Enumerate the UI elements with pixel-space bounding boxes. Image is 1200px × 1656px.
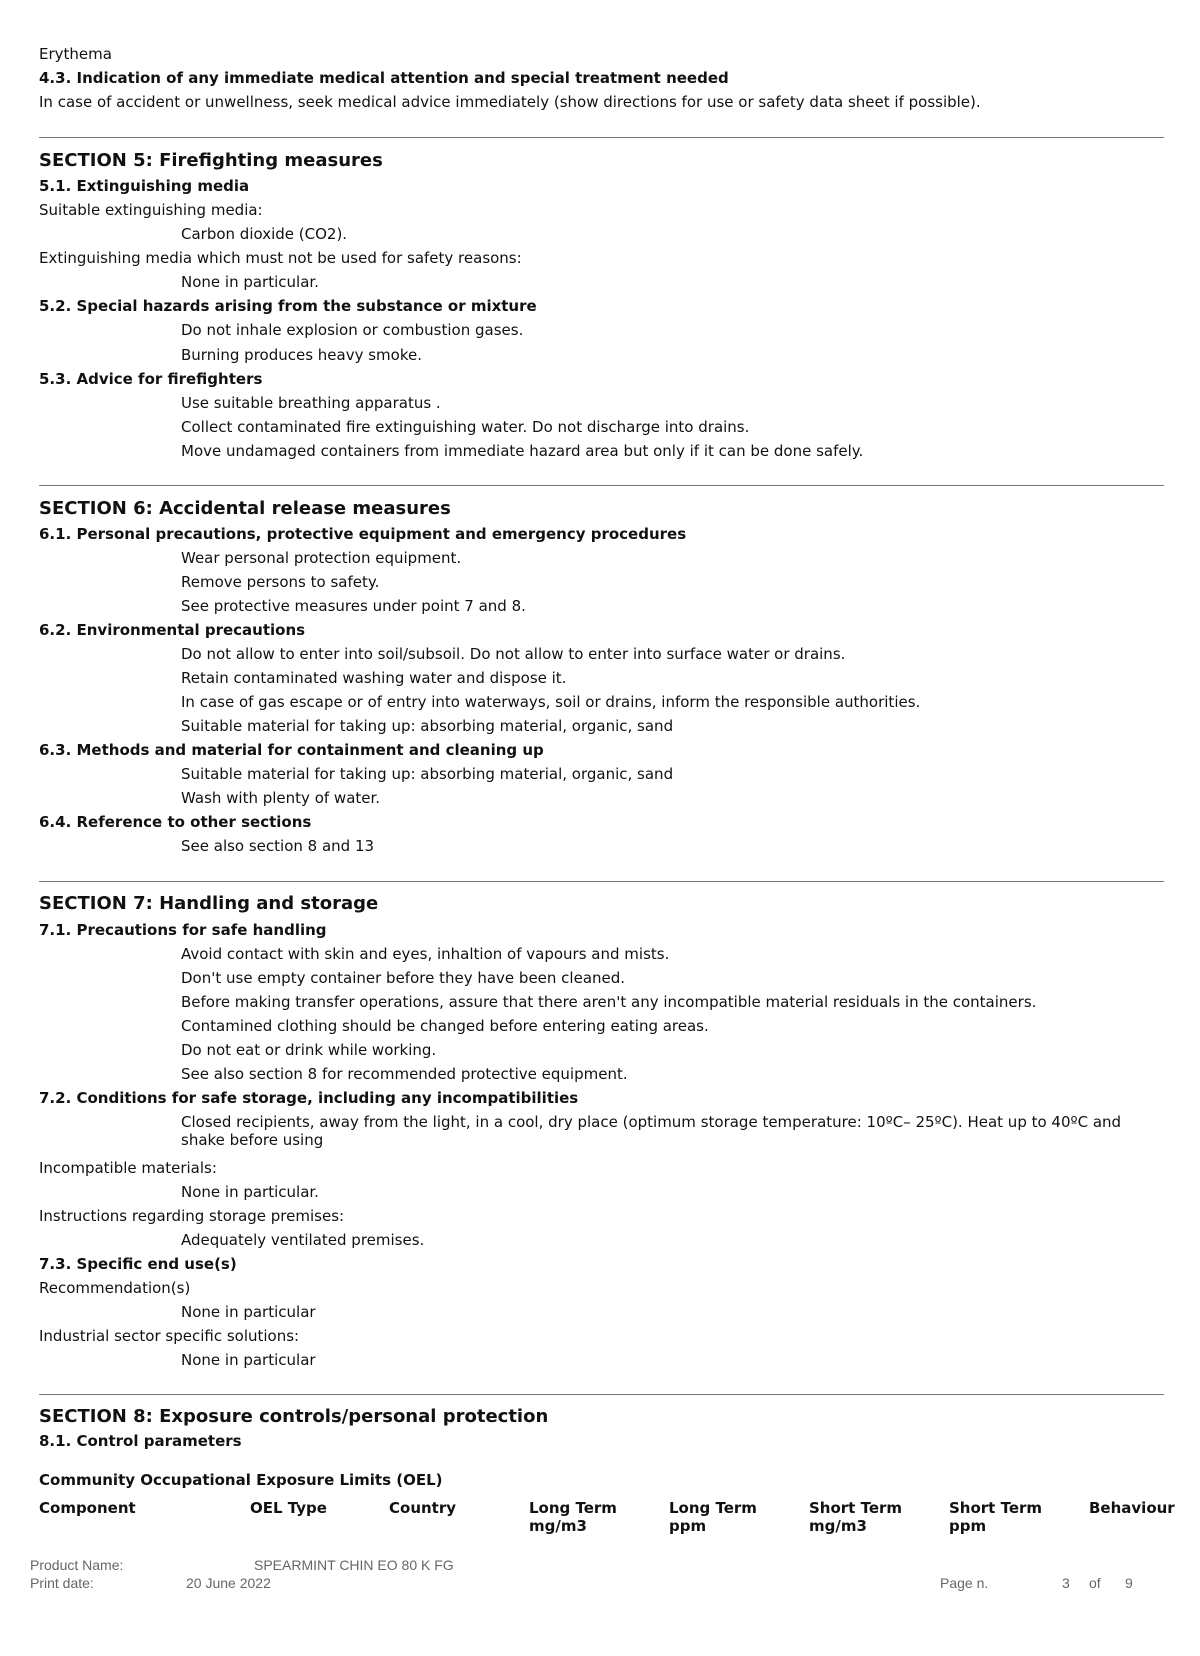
page-total: 9 — [1125, 1575, 1133, 1591]
suitable-media-label: Suitable extinguishing media: — [39, 201, 263, 219]
list-item: Suitable material for taking up: absorbing material, organic, sand — [181, 765, 674, 783]
list-item: Contamined clothing should be changed before entering eating areas. — [181, 1017, 709, 1035]
heading-7-1: 7.1. Precautions for safe handling — [39, 921, 327, 939]
list-item: Don't use empty container before they have been cleaned. — [181, 969, 626, 987]
list-item: Move undamaged containers from immediate hazard area but only if it can be done safely. — [181, 442, 864, 460]
section-divider — [39, 881, 1164, 882]
section-6-title: SECTION 6: Accidental release measures — [39, 498, 451, 519]
list-item: Before making transfer operations, assure that there aren't any incompatible material residuals in the containers. — [181, 993, 1037, 1011]
page-label: Page n. — [940, 1575, 989, 1591]
list-item: Wash with plenty of water. — [181, 789, 381, 807]
product-name-label: Product Name: — [30, 1557, 124, 1573]
list-item: Suitable material for taking up: absorbing material, organic, sand — [181, 717, 674, 735]
page-number: 3 — [1062, 1575, 1070, 1591]
print-date-value: 20 June 2022 — [186, 1575, 271, 1591]
storage-premises-value: Adequately ventilated premises. — [181, 1231, 425, 1249]
column-header-oel-type: OEL Type — [250, 1499, 327, 1517]
section-divider — [39, 1394, 1164, 1395]
recommendation-label: Recommendation(s) — [39, 1279, 191, 1297]
column-header-long-term-ppm: Long Term ppm — [669, 1499, 757, 1535]
column-header-long-term-mg: Long Term mg/m3 — [529, 1499, 617, 1535]
list-item: See also section 8 and 13 — [181, 837, 375, 855]
unsuitable-media-value: None in particular. — [181, 273, 319, 291]
print-date-label: Print date: — [30, 1575, 94, 1591]
suitable-media-value: Carbon dioxide (CO2). — [181, 225, 348, 243]
storage-conditions-text: Closed recipients, away from the light, in a cool, dry place (optimum storage temperature: 10ºC– 25ºC). Heat up to 40ºC and shake before using — [181, 1113, 1122, 1149]
heading-6-2: 6.2. Environmental precautions — [39, 621, 306, 639]
oel-table-title: Community Occupational Exposure Limits (OEL) — [39, 1471, 443, 1489]
list-item: Collect contaminated fire extinguishing water. Do not discharge into drains. — [181, 418, 750, 436]
section-divider — [39, 137, 1164, 138]
page-of-label: of — [1089, 1575, 1101, 1591]
list-item: Do not inhale explosion or combustion gases. — [181, 321, 524, 339]
heading-6-3: 6.3. Methods and material for containment and cleaning up — [39, 741, 544, 759]
incompatible-materials-value: None in particular. — [181, 1183, 319, 1201]
list-item: Do not allow to enter into soil/subsoil. Do not allow to enter into surface water or drains. — [181, 645, 846, 663]
list-item: In case of gas escape or of entry into waterways, soil or drains, inform the responsible authorities. — [181, 693, 921, 711]
column-header-short-term-mg: Short Term mg/m3 — [809, 1499, 903, 1535]
heading-4-3: 4.3. Indication of any immediate medical attention and special treatment needed — [39, 69, 729, 87]
list-item: Remove persons to safety. — [181, 573, 380, 591]
list-item: See also section 8 for recommended protective equipment. — [181, 1065, 628, 1083]
list-item: See protective measures under point 7 and 8. — [181, 597, 526, 615]
column-header-country: Country — [389, 1499, 457, 1517]
list-item: Burning produces heavy smoke. — [181, 346, 422, 364]
heading-5-3: 5.3. Advice for firefighters — [39, 370, 263, 388]
heading-7-2: 7.2. Conditions for safe storage, including any incompatibilities — [39, 1089, 579, 1107]
column-header-short-term-ppm: Short Term ppm — [949, 1499, 1043, 1535]
heading-6-4: 6.4. Reference to other sections — [39, 813, 312, 831]
section-7-title: SECTION 7: Handling and storage — [39, 893, 379, 914]
text-4-3: In case of accident or unwellness, seek medical advice immediately (show directions for use or safety data sheet if possible). — [39, 93, 981, 111]
heading-5-2: 5.2. Special hazards arising from the substance or mixture — [39, 297, 537, 315]
unsuitable-media-label: Extinguishing media which must not be used for safety reasons: — [39, 249, 522, 267]
list-item: Use suitable breathing apparatus . — [181, 394, 441, 412]
list-item: Do not eat or drink while working. — [181, 1041, 437, 1059]
storage-premises-label: Instructions regarding storage premises: — [39, 1207, 345, 1225]
section-divider — [39, 485, 1164, 486]
list-item: Avoid contact with skin and eyes, inhaltion of vapours and mists. — [181, 945, 670, 963]
recommendation-value: None in particular — [181, 1303, 316, 1321]
heading-5-1: 5.1. Extinguishing media — [39, 177, 250, 195]
list-item: Retain contaminated washing water and dispose it. — [181, 669, 567, 687]
column-header-behaviour: Behaviour — [1089, 1499, 1175, 1517]
column-header-component: Component — [39, 1499, 136, 1517]
section-8-title: SECTION 8: Exposure controls/personal protection — [39, 1406, 549, 1427]
product-name-value: SPEARMINT CHIN EO 80 K FG — [254, 1557, 454, 1573]
heading-8-1: 8.1. Control parameters — [39, 1432, 242, 1450]
incompatible-materials-label: Incompatible materials: — [39, 1159, 217, 1177]
heading-7-3: 7.3. Specific end use(s) — [39, 1255, 237, 1273]
erythema-text: Erythema — [39, 45, 112, 63]
industrial-solutions-label: Industrial sector specific solutions: — [39, 1327, 300, 1345]
section-5-title: SECTION 5: Firefighting measures — [39, 150, 383, 171]
list-item: Wear personal protection equipment. — [181, 549, 462, 567]
industrial-solutions-value: None in particular — [181, 1351, 316, 1369]
heading-6-1: 6.1. Personal precautions, protective equipment and emergency procedures — [39, 525, 687, 543]
